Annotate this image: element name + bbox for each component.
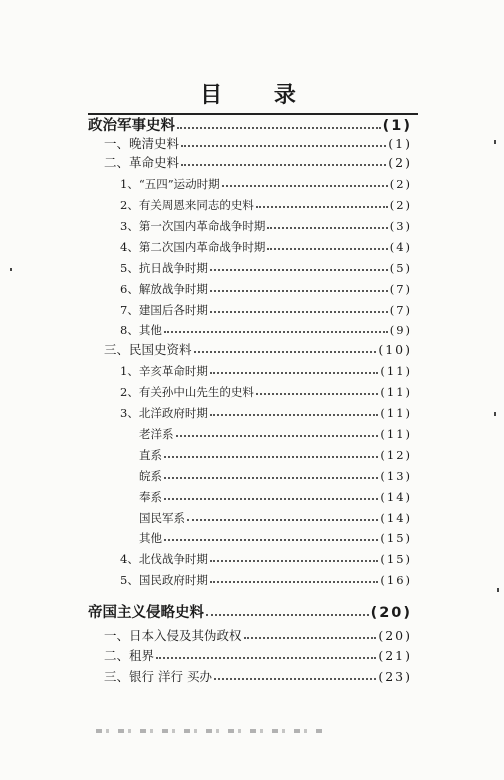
dot-leader [256,382,379,395]
entry-title: 7、建国后各时期 [120,303,208,317]
bottom-scan-artifact [96,729,326,733]
page-number: (11) [380,385,412,399]
entry-title: 1、“五四”运动时期 [120,177,220,191]
page-number: (2) [389,198,412,212]
dot-leader [164,528,378,541]
entry-title: 直系 [139,448,162,462]
entry-title: 5、国民政府时期 [120,573,208,587]
page-number: (12) [380,448,412,462]
dot-leader [210,279,388,292]
toc-subitem [120,301,412,319]
toc-item [104,627,412,645]
toc-subsubitem [139,446,412,464]
page-number: (5) [389,261,412,275]
page-number: (10) [378,342,412,357]
dot-leader [256,195,388,208]
dot-leader [156,646,376,659]
entry-title: 国民军系 [139,511,185,525]
dot-leader [164,445,378,458]
page-number: (20) [370,605,412,621]
page-number: (9) [389,323,412,337]
entry-title: 8、其他 [120,323,162,337]
entry-title: 其他 [139,531,162,545]
entry-title: 2、有关周恩来同志的史料 [120,198,254,212]
entry-title: 二、租界 [104,648,155,663]
title-rule [88,113,418,115]
dot-leader [222,174,388,187]
page-number: (11) [380,427,412,441]
dot-leader [187,508,378,521]
entry-title: 一、日本入侵及其伪政权 [104,628,242,643]
toc-subitem [120,571,412,589]
dot-leader [181,134,386,147]
page-number: (11) [380,364,412,378]
toc-subitem [120,175,412,193]
entry-title: 二、革命史料 [104,155,180,170]
toc-subitem [120,259,412,277]
toc-subsubitem [139,488,412,506]
dot-leader [210,300,388,313]
dot-leader [176,424,379,437]
dot-leader [210,361,379,374]
page-number: (14) [380,490,412,504]
page-number: (3) [389,219,412,233]
toc-subsubitem [139,529,412,547]
page-title: 目 录 [200,83,318,108]
dot-leader [244,626,377,639]
entry-title: 老洋系 [139,427,174,441]
dot-leader [210,403,379,416]
page-number: (2) [389,177,412,191]
scan-mark [10,268,12,271]
toc-subitem [120,280,412,298]
scan-mark [494,412,496,416]
dot-leader [164,320,388,333]
toc-item [104,135,412,153]
scan-mark [494,140,496,144]
toc-subitem [120,550,412,568]
entry-title: 3、第一次国内革命战争时期 [120,219,266,233]
toc-subitem [120,217,412,235]
dot-leader [210,549,379,562]
page-number: (20) [378,628,412,643]
toc-item [104,154,412,172]
page-number: (7) [389,282,412,296]
toc-subitem [120,196,412,214]
dot-leader [214,667,376,680]
page-number: (11) [380,406,412,420]
dot-leader [267,237,387,250]
dot-leader [210,570,379,583]
page-number: (14) [380,511,412,525]
entry-title: 1、辛亥革命时期 [120,364,208,378]
toc-subitem [120,404,412,422]
toc-item [104,647,412,665]
dot-leader [206,603,369,616]
entry-title: 奉系 [139,490,162,504]
entry-title: 政治军事史料 [88,118,175,134]
dot-leader [267,216,387,229]
entry-title: 4、北伐战争时期 [120,552,208,566]
section-heading [88,604,412,622]
page-number: (2) [388,155,412,170]
page-number: (15) [380,531,412,545]
entry-title: 一、晚清史料 [104,136,180,151]
entry-title: 三、银行 洋行 买办 [104,669,212,684]
page-number: (4) [389,240,412,254]
page-number: (16) [380,573,412,587]
page-number: (13) [380,469,412,483]
toc-subitem [120,383,412,401]
toc-subitem [120,321,412,339]
page-number: (21) [378,648,412,663]
entry-title: 皖系 [139,469,162,483]
toc-item [104,341,412,359]
entry-title: 2、有关孙中山先生的史料 [120,385,254,399]
dot-leader [181,153,386,166]
dot-leader [177,116,381,129]
entry-title: 3、北洋政府时期 [120,406,208,420]
toc-subitem [120,362,412,380]
dot-leader [210,258,388,271]
dot-leader [164,487,378,500]
entry-title: 三、民国史资料 [104,342,192,357]
page-number: (1) [382,118,412,134]
toc-item [104,668,412,686]
page-number: (1) [388,136,412,151]
dot-leader [164,466,378,479]
entry-title: 4、第二次国内革命战争时期 [120,240,266,254]
toc-subitem [120,238,412,256]
toc-subsubitem [139,425,412,443]
dot-leader [194,340,377,353]
page-number: (15) [380,552,412,566]
toc-subsubitem [139,509,412,527]
scan-mark [497,588,499,592]
entry-title: 6、解放战争时期 [120,282,208,296]
entry-title: 5、抗日战争时期 [120,261,208,275]
toc-subsubitem [139,467,412,485]
entry-title: 帝国主义侵略史料 [88,605,204,621]
page-number: (23) [378,669,412,684]
section-heading [88,117,412,135]
page-number: (7) [389,303,412,317]
